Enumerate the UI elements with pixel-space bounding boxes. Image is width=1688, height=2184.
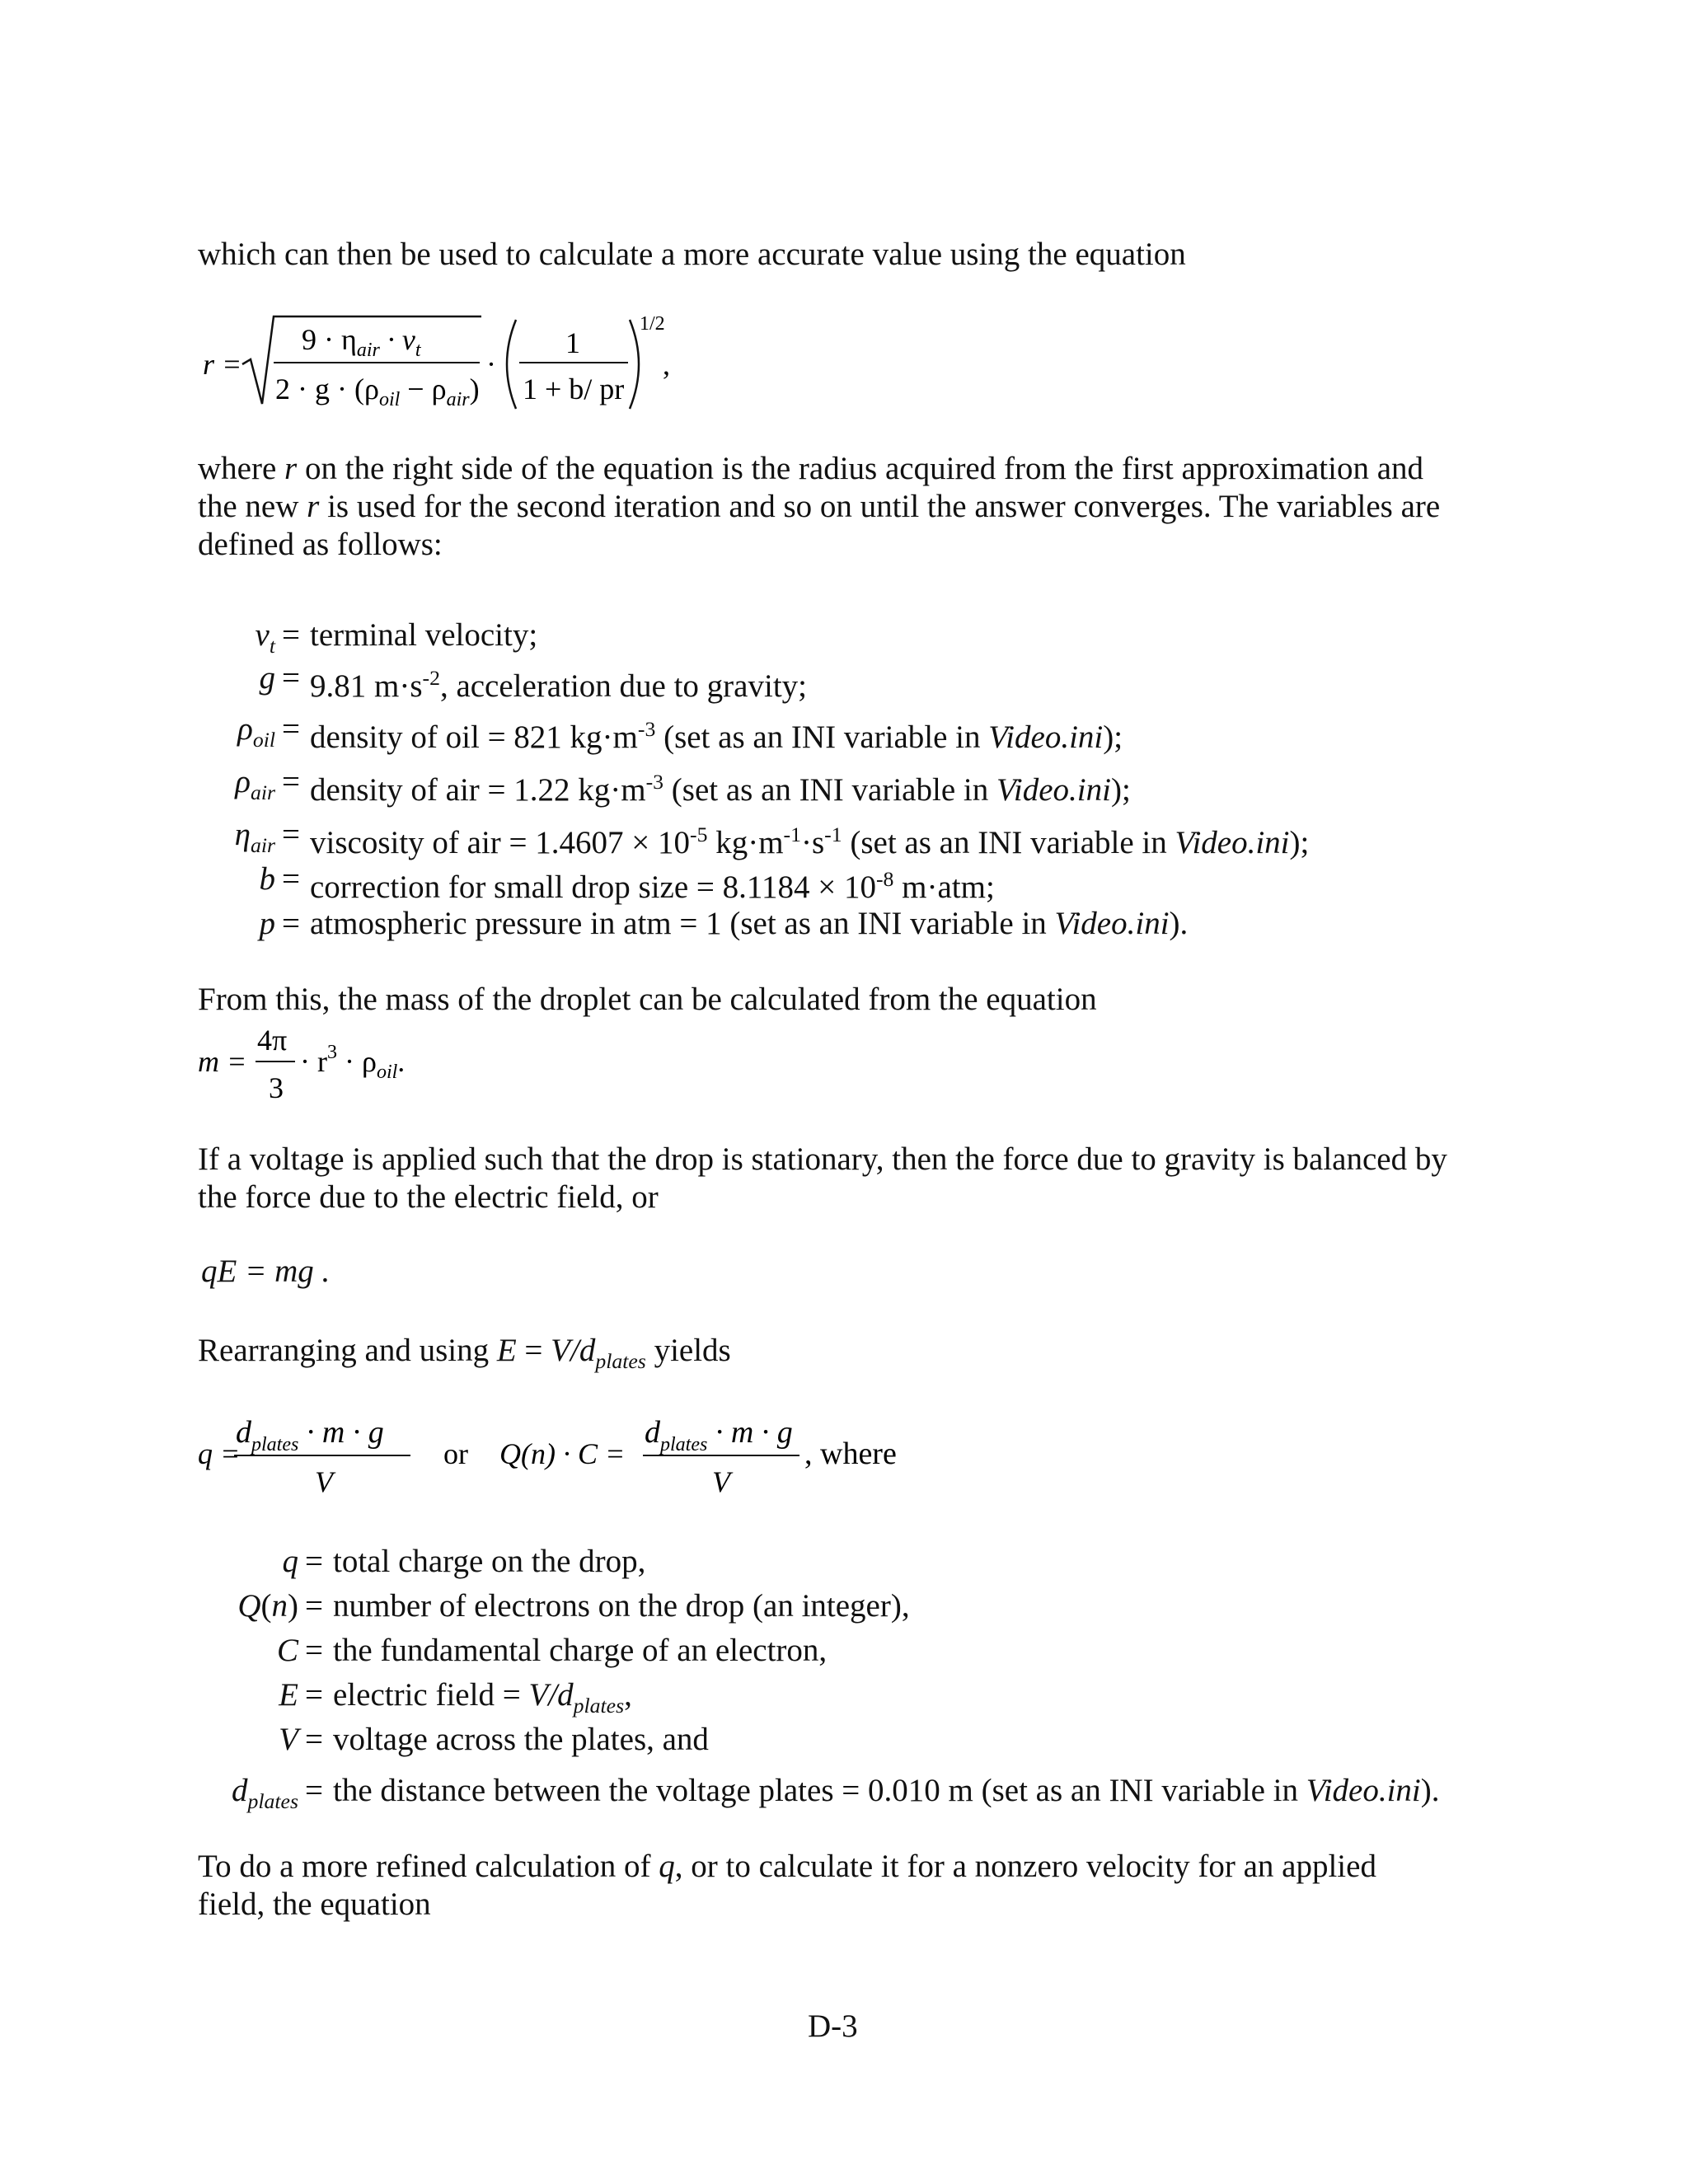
p5-sub: plates xyxy=(595,1348,646,1373)
radius-num2: 1 xyxy=(565,326,580,359)
equals-sign: = xyxy=(305,1544,323,1579)
radius-dot: · xyxy=(486,348,496,381)
variable-symbol: b xyxy=(259,861,275,897)
variable-definition: density of oil = 821 $kg\cdot m^{-3}$ (set as an INI variable in Video.ini); xyxy=(310,717,1123,755)
charge-or: or xyxy=(443,1437,468,1470)
variable-symbol: $\rho_{oil}$ xyxy=(237,711,275,752)
radius-eq-lhs: r = xyxy=(203,348,242,381)
mass-intro-text: From this, the mass of the droplet can be calculated from the equation xyxy=(198,982,1097,1017)
variable-definition: atmospheric pressure in atm = 1 (set as an INI variable in Video.ini). xyxy=(310,906,1189,941)
p2-text: defined as follows: xyxy=(198,527,443,562)
variable-symbol: $v_t$ xyxy=(255,617,275,658)
p2-text: where xyxy=(198,451,285,486)
p6-text: To do a more refined calculation of xyxy=(198,1849,659,1884)
variable-definition: voltage across the plates, and xyxy=(333,1722,709,1757)
p6-var-q: q xyxy=(659,1849,675,1884)
charge-tail: , where xyxy=(804,1436,897,1471)
variable-symbol: Q(n) xyxy=(237,1588,298,1624)
variable-definition: total charge on the drop, xyxy=(333,1544,646,1579)
p5-text: yields xyxy=(645,1333,731,1368)
mass-intro-paragraph xyxy=(198,981,1097,1019)
charge-eq-lhs2: Q(n) · C = xyxy=(499,1437,626,1470)
radius-den2: 1 + b/ pr xyxy=(523,373,625,405)
charge-equation xyxy=(195,1408,936,1507)
equals-sign: = xyxy=(305,1588,323,1624)
page-number xyxy=(808,2008,858,2045)
force-equation xyxy=(201,1253,330,1290)
equals-sign: = xyxy=(305,1677,323,1713)
p4-text: the force due to the electric field, or xyxy=(198,1179,659,1215)
refined-paragraph xyxy=(198,1848,1376,1924)
p2-text: is used for the second iteration and so on until the answer converges. The variables are xyxy=(319,489,1441,524)
p5-var-v: V/d xyxy=(551,1333,596,1368)
mass-rest: · $r^3 \cdot \rho_{oil}$. xyxy=(300,1042,406,1083)
variable-symbol: q xyxy=(282,1544,298,1579)
equals-sign: = xyxy=(282,617,300,653)
variable-symbol: p xyxy=(259,906,275,941)
variable-definition: the distance between the voltage plates = 0.010 m (set as an INI variable in Video.ini). xyxy=(333,1773,1440,1808)
page-number-text: D-3 xyxy=(808,2008,858,2044)
charge-eq-lhs1: q = xyxy=(198,1437,241,1470)
mass-num: 4π xyxy=(257,1024,288,1057)
p2-text: the new xyxy=(198,489,307,524)
p2-var-r: r xyxy=(284,451,298,486)
p2-text: on the right side of the equation is the radius acquired from the first approximation and xyxy=(297,451,1424,486)
p2-var-r: r xyxy=(307,489,320,524)
equals-sign: = xyxy=(305,1773,323,1808)
variable-symbol: $d_{plates}$ xyxy=(232,1773,298,1813)
variable-definition: 9.81 $m\cdot s^{-2}$, acceleration due to gravity; xyxy=(310,666,807,704)
intro-text: which can then be used to calculate a more accurate value using the equation xyxy=(198,237,1186,272)
equals-sign: = xyxy=(305,1722,323,1757)
mass-eq-lhs: m = xyxy=(198,1045,247,1078)
variable-symbol: V xyxy=(279,1722,298,1757)
variable-definition: electric field = $V/d_{plates}$, xyxy=(333,1677,632,1718)
variable-symbol: $\rho_{air}$ xyxy=(235,764,275,804)
balance-paragraph xyxy=(198,1141,1447,1216)
variable-symbol: g xyxy=(259,660,275,696)
variable-definition: terminal velocity; xyxy=(310,617,538,653)
rearranging-paragraph xyxy=(198,1332,731,1380)
variable-symbol: C xyxy=(276,1633,298,1668)
radius-equation xyxy=(195,307,706,418)
charge-den1: V xyxy=(315,1465,333,1498)
left-paren xyxy=(507,320,516,409)
variable-definition: viscosity of air = $1.4607 \times 10^{-5}$ $kg\cdot m^{-1}\cdot s^{-1}$ (set as an INI variable in Video.ini); xyxy=(310,823,1310,860)
variable-definition: the fundamental charge of an electron, xyxy=(333,1633,828,1668)
radius-tail: , xyxy=(663,348,670,381)
force-eq-text: qE = mg . xyxy=(201,1254,331,1289)
equals-sign: = xyxy=(282,817,300,852)
radius-num1: $9 \cdot \eta_{air} \cdot v_t$ xyxy=(302,323,421,361)
p6-text: field, the equation xyxy=(198,1886,431,1922)
mass-den: 3 xyxy=(269,1071,284,1104)
p5-var-e: E xyxy=(496,1333,517,1368)
p4-text: If a voltage is applied such that the drop is stationary, then the force due to gravity is balanced by xyxy=(198,1141,1447,1177)
intro-paragraph xyxy=(198,236,1186,274)
p6-text: , or to calculate it for a nonzero velocity for an applied xyxy=(674,1849,1376,1884)
equals-sign: = xyxy=(282,861,300,897)
equals-sign: = xyxy=(282,906,300,941)
charge-num1: $d_{plates} \cdot m \cdot g$ xyxy=(236,1415,384,1455)
p5-text: Rearranging and using xyxy=(198,1333,497,1368)
equals-sign: = xyxy=(282,660,300,696)
variable-definition: number of electrons on the drop (an integer), xyxy=(333,1588,910,1624)
equals-sign: = xyxy=(282,764,300,799)
variable-definition: correction for small drop size = $8.1184 \times 10^{-8}$ m·atm; xyxy=(310,867,995,905)
charge-den2: V xyxy=(712,1465,730,1498)
variable-symbol: $\eta_{air}$ xyxy=(234,817,275,857)
variable-definition: density of air = 1.22 $kg\cdot m^{-3}$ (set as an INI variable in Video.ini); xyxy=(310,770,1131,808)
equals-sign: = xyxy=(305,1633,323,1668)
p5-text: = xyxy=(516,1333,551,1368)
radius-den1: $2 \cdot g \cdot (\rho_{oil} - \rho_{air})$ xyxy=(275,373,480,410)
mass-equation xyxy=(195,1017,442,1108)
variable-symbol: E xyxy=(279,1677,298,1713)
equals-sign: = xyxy=(282,711,300,747)
radius-power: 1/2 xyxy=(640,313,665,335)
charge-num2: $d_{plates} \cdot m \cdot g$ xyxy=(645,1415,793,1455)
right-paren xyxy=(630,320,639,409)
where-paragraph xyxy=(198,450,1440,564)
